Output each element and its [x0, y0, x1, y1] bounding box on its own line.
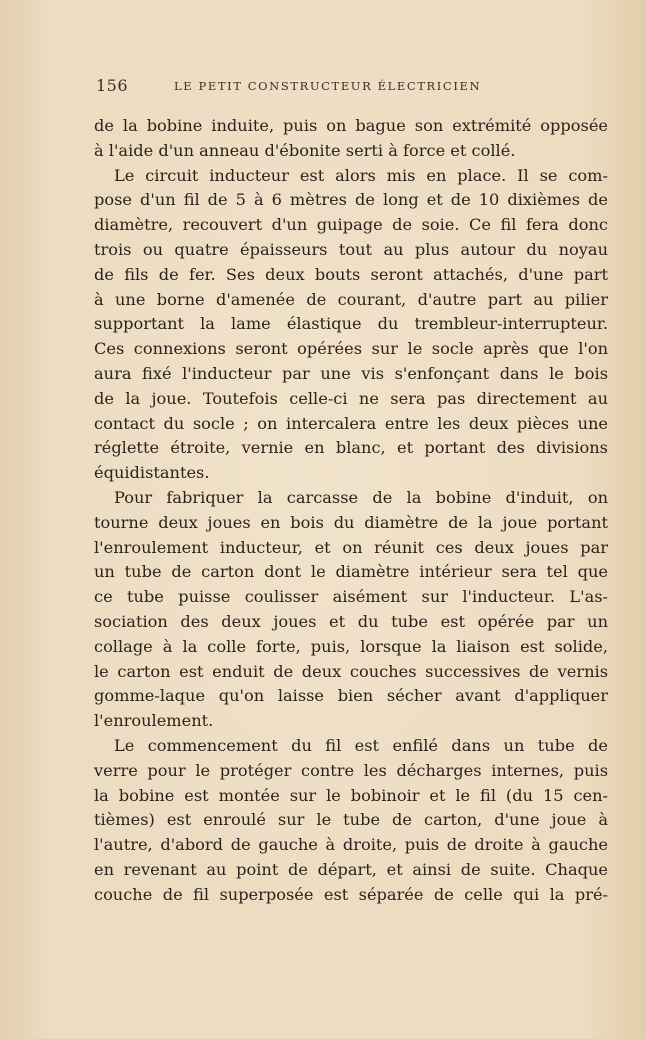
text-line: collage à la colle forte, puis, lorsque la liaison est solide, [94, 636, 608, 656]
text-line: diamètre, recouvert d'un guipage de soie. Ce fil fera donc [94, 215, 608, 235]
text-line: Pour fabriquer la carcasse de la bobine d'induit, on [114, 487, 608, 507]
text-line: l'enroulement inducteur, et on réunit ces deux joues par [94, 537, 608, 557]
text-line: Le commencement du fil est enfilé dans un tube de [114, 735, 608, 755]
text-line: aura fixé l'inducteur par une vis s'enfonçant dans le bois [94, 363, 608, 383]
running-title: LE PETIT CONSTRUCTEUR ÉLECTRICIEN [174, 79, 482, 93]
text-line: pose d'un fil de 5 à 6 mètres de long et de 10 dixièmes de [94, 190, 608, 210]
text-line: couche de fil superposée est séparée de celle qui la pré- [94, 884, 608, 904]
text-line: en revenant au point de départ, et ainsi de suite. Chaque [94, 859, 608, 879]
text-line: à une borne d'amenée de courant, d'autre part au pilier [94, 289, 608, 309]
text-line: gomme-laque qu'on laisse bien sécher avant d'appliquer [94, 686, 608, 706]
text-line: à l'aide d'un anneau d'ébonite serti à force et collé. [94, 140, 516, 160]
text-line: l'enroulement. [94, 711, 214, 731]
page-header [96, 76, 610, 98]
page-number: 156 [96, 76, 129, 95]
body-text [94, 114, 608, 908]
text-line: verre pour le protéger contre les décharges internes, puis [94, 760, 608, 780]
text-line: réglette étroite, vernie en blanc, et portant des divisions [94, 438, 608, 458]
text-line: la bobine est montée sur le bobinoir et le fil (du 15 cen- [94, 785, 608, 805]
text-line: de fils de fer. Ses deux bouts seront attachés, d'une part [94, 264, 608, 284]
text-line: un tube de carton dont le diamètre intérieur sera tel que [94, 562, 608, 582]
text-line: tourne deux joues en bois du diamètre de la joue portant [94, 512, 608, 532]
text-line: supportant la lame élastique du trembleur-interrupteur. [94, 314, 608, 334]
text-line: tièmes) est enroulé sur le tube de carton, d'une joue à [94, 810, 608, 830]
text-line: Ces connexions seront opérées sur le socle après que l'on [94, 339, 608, 359]
text-line: trois ou quatre épaisseurs tout au plus autour du noyau [94, 239, 608, 259]
text-line: le carton est enduit de deux couches successives de vernis [94, 661, 608, 681]
text-line: contact du socle ; on intercalera entre les deux pièces une [94, 413, 608, 433]
text-line: l'autre, d'abord de gauche à droite, puis de droite à gauche [94, 835, 608, 855]
text-line: ce tube puisse coulisser aisément sur l'inducteur. L'as- [94, 587, 608, 607]
text-line: équidistantes. [94, 463, 210, 483]
text-line: de la bobine induite, puis on bague son extrémité opposée [94, 116, 608, 135]
text-line: de la joue. Toutefois celle-ci ne sera pas directement au [94, 388, 608, 408]
text-line: Le circuit inducteur est alors mis en place. Il se com- [114, 165, 608, 185]
text-line: sociation des deux joues et du tube est opérée par un [94, 611, 608, 631]
